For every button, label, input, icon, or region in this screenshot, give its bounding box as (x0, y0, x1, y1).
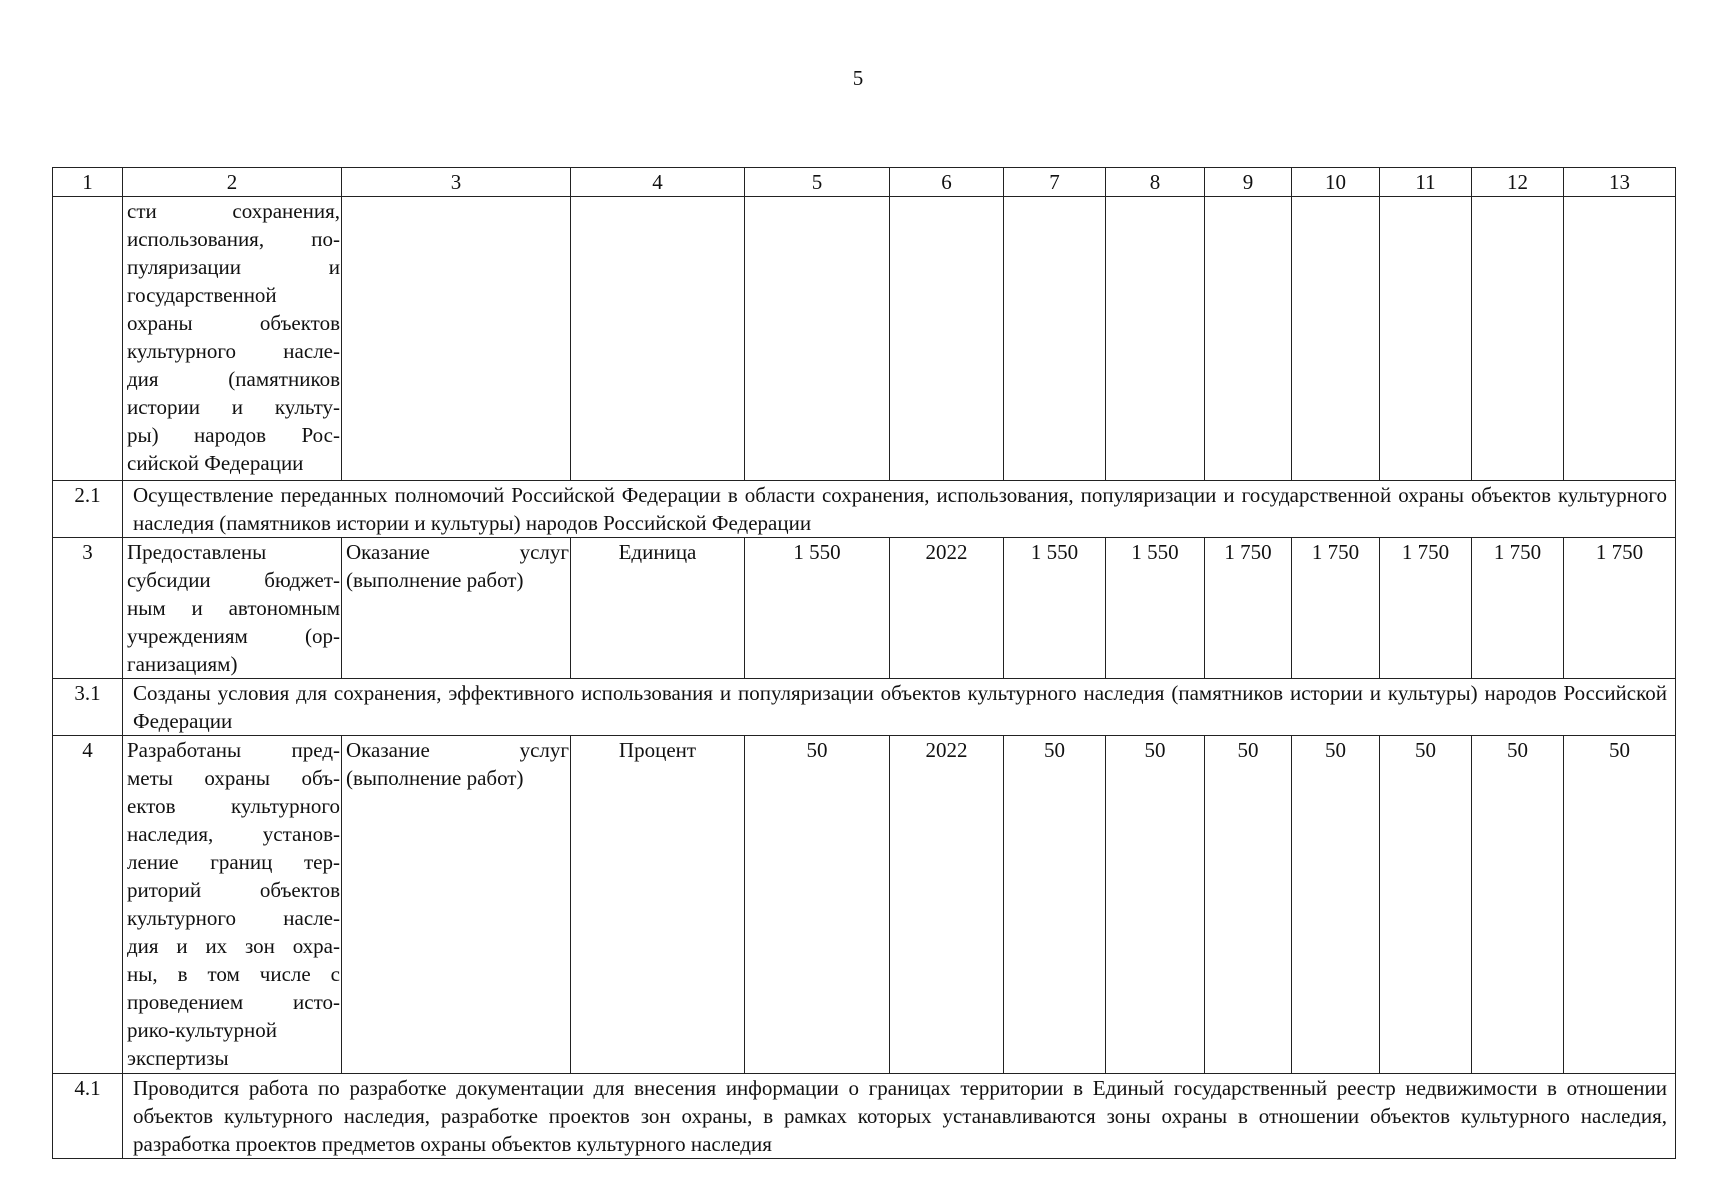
empty-cell (571, 197, 745, 481)
value-cell: 1 550 (745, 538, 890, 679)
description-line: дия (памятников (127, 367, 340, 391)
description-line: ганизациям) (127, 652, 238, 676)
column-header: 2 (123, 168, 342, 197)
table-row-4-1 (53, 1074, 1676, 1159)
value-cell: 1 750 (1205, 538, 1292, 679)
column-header: 3 (342, 168, 571, 197)
column-header: 5 (745, 168, 890, 197)
value-cell: 1 750 (1472, 538, 1564, 679)
value-cell: 50 (745, 736, 890, 1074)
description-line: культурного насле- (127, 339, 340, 363)
description-line: Предоставлены (127, 540, 267, 564)
value-cell: 1 750 (1564, 538, 1676, 679)
task-description: Созданы условия для сохранения, эффективного использования и популяризации объектов культурного наследия (памятников истории и культуры) народов Российской Федерации (123, 679, 1676, 736)
value-cell: 2022 (890, 736, 1004, 1074)
empty-cell (342, 197, 571, 481)
row-number: 4.1 (53, 1074, 123, 1159)
value-cell: 50 (1472, 736, 1564, 1074)
description-line: ление границ тер- (127, 850, 340, 874)
empty-cell (1564, 197, 1676, 481)
description-line: ры) народов Рос- (127, 423, 340, 447)
description-line: охраны объектов (127, 311, 340, 335)
description-line: использования, по- (127, 227, 340, 251)
value-cell: 1 550 (1004, 538, 1106, 679)
description-line: меты охраны объ- (127, 766, 340, 790)
description-line: учреждениям (ор- (127, 624, 340, 648)
value-cell: 2022 (890, 538, 1004, 679)
value-cell: 50 (1380, 736, 1472, 1074)
value-cell: 50 (1106, 736, 1205, 1074)
page-number: 5 (852, 66, 864, 90)
column-number-header-row (53, 168, 1676, 197)
value-cell: 1 750 (1380, 538, 1472, 679)
description-line: сийской Федерации (127, 451, 304, 475)
row-number: 4 (53, 736, 123, 1074)
column-header: 6 (890, 168, 1004, 197)
value-cell: 50 (1004, 736, 1106, 1074)
table-row-3-1 (53, 679, 1676, 736)
unit-of-measure: Единица (571, 538, 745, 679)
column-header: 4 (571, 168, 745, 197)
unit-of-measure: Процент (571, 736, 745, 1074)
column-header: 7 (1004, 168, 1106, 197)
empty-cell (1004, 197, 1106, 481)
column-header: 8 (1106, 168, 1205, 197)
table-row-2-1 (53, 481, 1676, 538)
empty-cell (890, 197, 1004, 481)
row-number (53, 197, 123, 481)
column-header: 1 (53, 168, 123, 197)
row-number: 3.1 (53, 679, 123, 736)
empty-cell (745, 197, 890, 481)
table-row-continuation (53, 197, 1676, 481)
description-line: сти сохранения, (127, 199, 340, 223)
column-header: 9 (1205, 168, 1292, 197)
description-line: дия и их зон охра- (127, 934, 340, 958)
empty-cell (1292, 197, 1380, 481)
description-line: субсидии бюджет- (127, 568, 340, 592)
column-header: 12 (1472, 168, 1564, 197)
indicator-description (123, 538, 342, 679)
result-type: Оказание услуг (выполнение работ) (342, 538, 571, 679)
description-line: проведением исто- (127, 990, 340, 1014)
row-number: 3 (53, 538, 123, 679)
column-header: 13 (1564, 168, 1676, 197)
column-header: 10 (1292, 168, 1380, 197)
indicator-description (123, 197, 342, 481)
description-line: наследия, установ- (127, 822, 340, 846)
description-line: государственной (127, 283, 277, 307)
indicators-table (52, 167, 1676, 1159)
task-description: Проводится работа по разработке документации для внесения информации о границах территории в Единый государственный реестр недвижимости в отношении объектов культурного наследия, разработке проектов зон охраны, в рамках которых устанавливаются зоны охраны в отношении объектов культурного наследия, разработка проектов предметов охраны объектов культурного наследия (123, 1074, 1676, 1159)
description-line: пуляризации и (127, 255, 340, 279)
description-line: риторий объектов (127, 878, 340, 902)
table-row-3 (53, 538, 1676, 679)
description-line: экспертизы (127, 1046, 229, 1070)
description-line: истории и культу- (127, 395, 340, 419)
value-cell: 50 (1564, 736, 1676, 1074)
description-line: ектов культурного (127, 794, 340, 818)
empty-cell (1472, 197, 1564, 481)
description-line: ным и автономным (127, 596, 340, 620)
empty-cell (1380, 197, 1472, 481)
task-description: Осуществление переданных полномочий Российской Федерации в области сохранения, использования, популяризации и государственной охраны объектов культурного наследия (памятников истории и культуры) народов Российской Федерации (123, 481, 1676, 538)
description-line: Разработаны пред- (127, 738, 340, 762)
table-row-4 (53, 736, 1676, 1074)
empty-cell (1205, 197, 1292, 481)
value-cell: 50 (1292, 736, 1380, 1074)
description-line: ны, в том числе с (127, 962, 340, 986)
description-line: культурного насле- (127, 906, 340, 930)
indicator-description (123, 736, 342, 1074)
empty-cell (1106, 197, 1205, 481)
value-cell: 1 550 (1106, 538, 1205, 679)
row-number: 2.1 (53, 481, 123, 538)
column-header: 11 (1380, 168, 1472, 197)
value-cell: 1 750 (1292, 538, 1380, 679)
result-type: Оказание услуг (выполнение работ) (342, 736, 571, 1074)
description-line: рико-культурной (127, 1018, 277, 1042)
value-cell: 50 (1205, 736, 1292, 1074)
